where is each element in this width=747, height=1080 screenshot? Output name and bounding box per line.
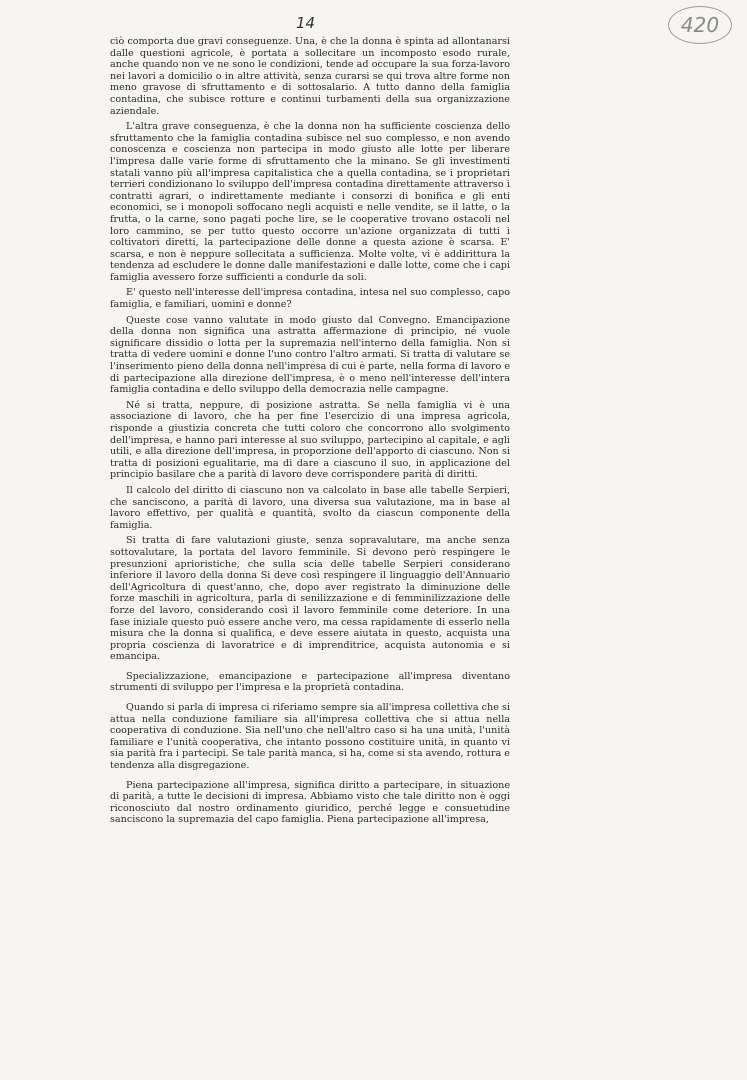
paragraph: Si tratta di fare valutazioni giuste, senza sopravalutare, ma anche senza sottovalutare, la portata del lavoro femminile. Si devono però respingere le presunzioni aprioristiche, che sulla scia delle tabelle Serpieri considerano inferiore il lavoro della donna Si deve così respingere il linguaggio dell'Annuario dell'Agricoltura di quest'anno, che, dopo aver registrato la diminuzione delle forze maschili in agricoltura, parla di senilizzazione e di femminilizzazione delle forze del lavoro, considerando così il lavoro femminile come deteriore. In una fase iniziale questo può essere anche vero, ma cessa rapidamente di esserlo nella misura che la donna si qualifica, e deve essere aiutata in questo, acquista una propria coscienza di lavoratrice e di imprenditrice, acquista autonomia e si emancipa. — [110, 535, 510, 663]
body-text — [110, 36, 510, 830]
paragraph: E' questo nell'interesse dell'impresa contadina, intesa nel suo complesso, capo famiglia, e familiari, uomini e donne? — [110, 287, 510, 311]
paragraph: L'altra grave conseguenza, è che la donna non ha sufficiente coscienza dello sfruttamento che la famiglia contadina subisce nel suo complesso, e non avendo conoscenza e coscienza non partecipa in modo giusto alle lotte per liberare l'impresa dalle varie forme di sfruttamento che la minano. Se gli investimenti statali vanno più all'impresa capitalistica che a quella contadina, se i proprietari terrieri condizionano lo sviluppo dell'impresa contadina direttamente attraverso i contratti agrari, o indirettamente mediante i consorzi di bonifica e gli enti economici, se i monopoli soffocano negli acquisti e nelle vendite, se il latte, o la frutta, o la carne, sono pagati poche lire, se le cooperative trovano ostacoli nel loro cammino, se per tutto questo occorre un'azione organizzata di tutti i coltivatori diretti, la partecipazione delle donne a questa azione è scarsa. E' scarsa, e non è neppure sollecitata a sufficienza. Molte volte, vi è addirittura la tendenza ad escludere le donne dalle manifestazioni e dalle lotte, come che i capi famiglia avessero forze sufficienti a condurle da soli. — [110, 121, 510, 283]
page-number: 14 — [296, 14, 316, 32]
paragraph: Il calcolo del diritto di ciascuno non va calcolato in base alle tabelle Serpieri, che sanciscono, a parità di lavoro, una diversa sua valutazione, ma in base al lavoro effettivo, per qualità e quantità, svolto da ciascun componente della famiglia. — [110, 484, 510, 531]
paragraph: Queste cose vanno valutate in modo giusto dal Convegno. Emancipazione della donna non significa una astratta affermazione di principio, né vuole significare dissidio o lotta per la supremazia nell'interno della famiglia. Non si tratta di vedere uomini e donne l'uno contro l'altro armati. Si tratta di valutare se l'inserimento pieno della donna nell'impresa di cui è parte, nella forma di lavoro e di partecipazione alla direzione dell'impresa, è o meno nell'interesse dell'intera famiglia contadina e dello sviluppo della democrazia nelle campagne. — [110, 314, 511, 396]
archive-stamp: 420 — [668, 6, 732, 44]
paragraph: Né si tratta, neppure, di posizione astratta. Se nella famiglia vi è una associazione di lavoro, che ha per fine l'esercizio di una impresa agricola, risponde a giustizia concreta che tutti coloro che concorrono allo svolgimento dell'impresa, e hanno pari interesse al suo sviluppo, partecipino al capitale, e agli utili, e alla direzione dell'impresa, in proporzione dell'apporto di ciascuno. Non si tratta di posizioni egualitarie, ma di dare a ciascuno il suo, in applicazione del principio basilare che a parità di lavoro deve corrispondere parità di diritti. — [110, 399, 510, 481]
paragraph: Specializzazione, emancipazione e partecipazione all'impresa diventano strumenti di sviluppo per l'impresa e la proprietà contadina. — [110, 670, 510, 694]
paragraph: Piena partecipazione all'impresa, significa diritto a partecipare, in situazione di parità, a tutte le decisioni di impresa. Abbiamo visto che tale diritto non è oggi riconosciuto dal nostro ordinamento giuridico, perché legge e consuetudine sanciscono la supremazia del capo famiglia. Piena partecipazione all'impresa, — [110, 779, 510, 826]
paragraph: Quando si parla di impresa ci riferiamo sempre sia all'impresa collettiva che si attua nella conduzione familiare sia all'impresa collettiva che si attua nella cooperativa di conduzione. Sia nell'uno che nell'altro caso si ha una unità, l'unità familiare e l'unità cooperativa, che intanto possono costituire unità, in quanto vi sia parità fra i partecipi. Se tale parità manca, si ha, come si sta avendo, rottura e tendenza alla disgregazione. — [110, 702, 510, 772]
paragraph: ciò comporta due gravi conseguenze. Una, è che la donna è spinta ad allontanarsi dalle questioni agricole, è portata a sollecitare un incomposto esodo rurale, anche quando non ve ne sono le condizioni, tende ad occupare la sua forza-lavoro nei lavori a domicilio o in altre attività, senza curarsi se qui trova altre forme non meno gravose di sfruttamento e di sottosalario. A tutto danno della famiglia contadina, che subisce rotture e continui turbamenti della sua organizzazione aziendale. — [110, 36, 510, 117]
